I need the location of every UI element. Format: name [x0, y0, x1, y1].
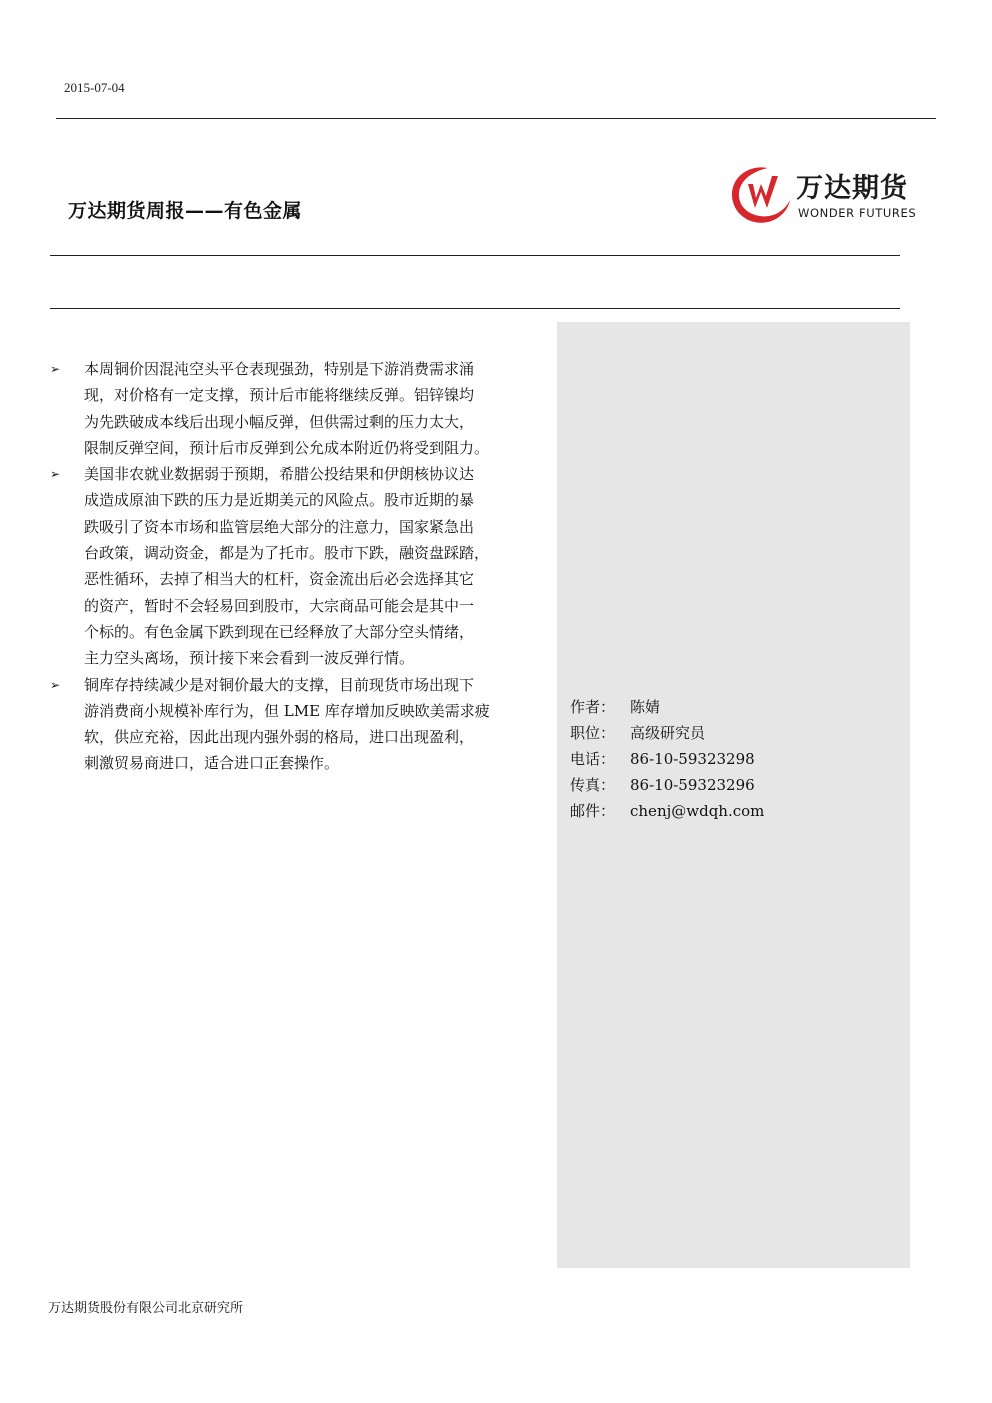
- bullet-item: [50, 672, 550, 777]
- bullet-item: [50, 356, 550, 461]
- report-date: 2015-07-04: [64, 80, 125, 95]
- bullet-line: 个标的。有色金属下跌到现在已经释放了大部分空头情绪，: [84, 622, 475, 641]
- phone-value: 86-10-59323298: [630, 750, 755, 768]
- phone-label: 电话：: [570, 750, 616, 768]
- arrow-bullet-icon: ➢: [50, 467, 61, 482]
- bullet-line: 主力空头离场，预计接下来会看到一波反弹行情。: [84, 649, 415, 668]
- phone-row: [570, 746, 764, 772]
- contact-info: [570, 694, 764, 824]
- logo-name-cn: 万达期货: [796, 173, 908, 204]
- bullet-item: [50, 461, 550, 671]
- bullet-line: 成造成原油下跌的压力是近期美元的风险点。股市近期的暴: [84, 491, 475, 510]
- arrow-bullet-icon: ➢: [50, 677, 61, 692]
- logo-name-en: WONDER FUTURES: [798, 206, 917, 220]
- summary-bullets: [50, 356, 550, 777]
- bullet-line: 铜库存持续减少是对铜价最大的支撑，目前现货市场出现下: [84, 675, 475, 694]
- bullet-line: 恶性循环，去掉了相当大的杠杆，资金流出后必会选择其它: [84, 570, 475, 589]
- bullet-line: 台政策，调动资金，都是为了托市。股市下跌，融资盘踩踏，: [84, 544, 490, 563]
- title-divider-lower: [50, 308, 900, 309]
- email-row: [570, 798, 764, 824]
- position-value: 高级研究员: [630, 724, 706, 742]
- position-row: [570, 720, 764, 746]
- position-label: 职位：: [570, 724, 616, 742]
- bullet-line: 软，供应充裕，因此出现内强外弱的格局，进口出现盈利，: [84, 728, 475, 747]
- bullet-line: 的资产，暂时不会轻易回到股市，大宗商品可能会是其中一: [84, 596, 475, 615]
- author-row: [570, 694, 764, 720]
- fax-label: 传真：: [570, 776, 616, 794]
- bullet-line: 本周铜价因混沌空头平仓表现强劲，特别是下游消费需求涌: [84, 360, 475, 378]
- author-value: 陈婧: [630, 698, 661, 716]
- bullet-line: 现，对价格有一定支撑，预计后市能将继续反弹。铝锌镍均: [84, 386, 475, 405]
- fax-value: 86-10-59323296: [630, 776, 755, 794]
- report-title: 万达期货周报——有色金属: [68, 200, 303, 222]
- footer-company: 万达期货股份有限公司北京研究所: [48, 1301, 244, 1316]
- header-divider: [56, 118, 936, 119]
- email-label: 邮件：: [570, 802, 616, 820]
- bullet-line: 为先跌破成本线后出现小幅反弹，但供需过剩的压力太大，: [84, 412, 475, 431]
- fax-row: [570, 772, 764, 798]
- wonder-logo-icon: [728, 162, 792, 226]
- arrow-bullet-icon: ➢: [50, 362, 61, 376]
- email-value: chenj@wdqh.com: [630, 802, 765, 820]
- bullet-line: 刺激贸易商进口，适合进口正套操作。: [84, 754, 340, 773]
- company-logo: [728, 162, 938, 226]
- bullet-line: 游消费商小规模补库行为，但 LME 库存增加反映欧美需求疲: [84, 701, 490, 720]
- bullet-line: 跌吸引了资本市场和监管层绝大部分的注意力，国家紧急出: [84, 517, 475, 536]
- title-divider-upper: [50, 255, 900, 256]
- bullet-line: 限制反弹空间，预计后市反弹到公允成本附近仍将受到阻力。: [84, 438, 490, 457]
- author-label: 作者：: [570, 698, 616, 716]
- bullet-line: 美国非农就业数据弱于预期，希腊公投结果和伊朗核协议达: [84, 465, 475, 484]
